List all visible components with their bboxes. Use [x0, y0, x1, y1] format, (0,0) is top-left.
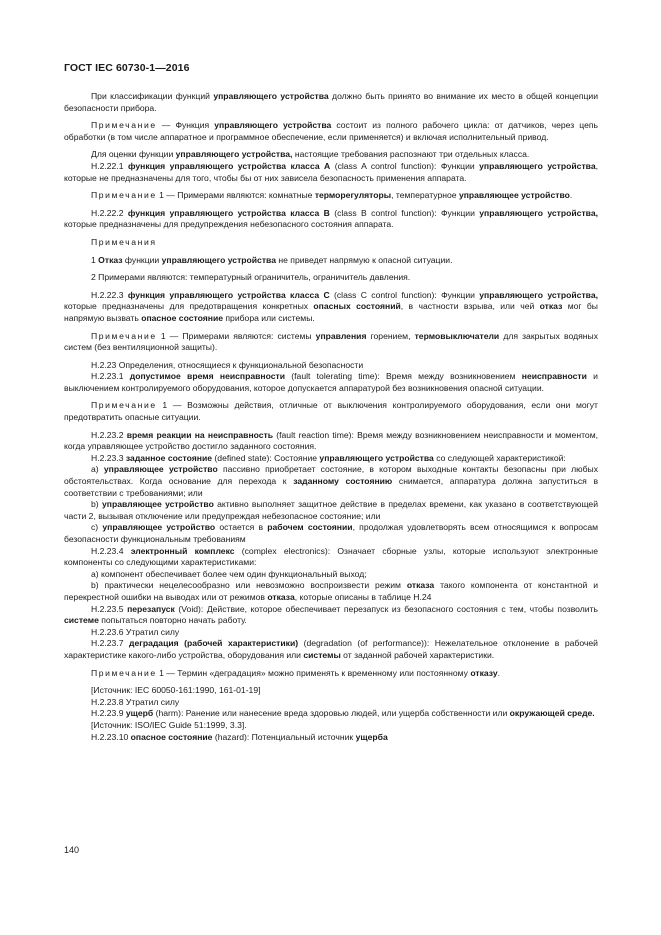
- paragraph: Примечание — Функция управляющего устройства состоит из полного рабочего цикла: от датчиков, через цепь обработки (в том числе аппаратное и программное обеспечение, если применяется) и включая исполнительный привод.: [64, 120, 598, 142]
- paragraph: b) практически нецелесообразно или невозможно воспроизвести режим отказа такого компонента от константной и перекрестной ошибки на выводах или от режимов отказа, которые описаны в таблице Н.24: [64, 580, 599, 602]
- paragraph: Н.2.23.4 электронный комплекс (complex electronics): Означает сборные узлы, которые используют электронные компоненты со следующими характеристиками:: [64, 545, 598, 568]
- paragraph: Примечание 1 — Примерами являются: комнатные терморегуляторы, температурное управляющее устройство.: [91, 190, 573, 201]
- paragraph: Н.2.23.1 допустимое время неисправности (fault tolerating time): Время между возникновением неисправности и выключением контролируемого оборудования, которое допускается аппаратурой без возникновения опасной ситуации.: [64, 371, 598, 393]
- paragraph: Н.2.22.1 функция управляющего устройства класса А (class A control function): Функции управляющего устройства, которые не предназначены для того, чтобы бы от них зависела безопасность применения аппарата.: [64, 160, 598, 183]
- paragraph: Н.2.23.10 опасное состояние (hazard): Потенциальный источник ущерба: [91, 731, 388, 742]
- paragraph: Примечания: [91, 236, 157, 247]
- paragraph: Н.2.22.3 функция управляющего устройства класса С (class C control function): Функции управляющего устройства, которые предназначены для предотвращения конкретных опасных состояний, в частности взрыва, или чей отказ мог бы напрямую вызвать опасное состояние прибора или системы.: [64, 289, 598, 323]
- paragraph: Н.2.23.8 Утратил силу: [91, 696, 180, 707]
- paragraph: Н.2.23.7 деградация (рабочей характеристики) (degradation (of performance)): Нежелательное отклонение в рабочей характеристике какого-либо устройства, оборудования или системы от заданной рабочей характеристики.: [64, 638, 598, 660]
- paragraph: а) управляющее устройство пассивно приобретает состояние, в котором выходные контакты безопасны при любых обстоятельствах. Когда основание для перехода к заданному состоянию снимается, аппаратура должна запуститься в соответствии с требованиями; или: [64, 464, 599, 498]
- paragraph: Н.2.23.6 Утратил силу: [91, 626, 180, 637]
- paragraph: Н.2.23.5 перезапуск (Void): Действие, которое обеспечивает перезапуск из безопасного состояния с тем, чтобы позволить системе попытаться повторно начать работу.: [64, 603, 598, 626]
- page-number: 140: [64, 845, 80, 855]
- paragraph: Примечание 1 — Возможны действия, отличные от выключения контролируемого оборудования, если они могут предотвратить опасные ситуации.: [64, 400, 598, 423]
- document-body: [64, 91, 598, 743]
- paragraph: а) компонент обеспечивает более чем один функциональный выход;: [91, 568, 367, 579]
- paragraph: 1 Отказ функции управляющего устройства не приведет напрямую к опасной ситуации.: [91, 254, 453, 265]
- paragraph: Н.2.22.2 функция управляющего устройства класса В (class B control function): Функции управляющего устройства, которые предназначены для предупреждения небезопасного состояния аппарата.: [64, 207, 599, 230]
- paragraph: Н.2.23 Определения, относящиеся к функциональной безопасности: [91, 359, 364, 370]
- paragraph: Примечание 1 — Примерами являются: системы управления горением, термовыключатели для закрытых водяных систем (без вентиляционной защиты).: [64, 330, 598, 353]
- paragraph: Н.2.23.9 ущерб (harm): Ранение или нанесение вреда здоровью людей, или ущерба собственности или окружающей среде.: [91, 708, 595, 719]
- paragraph: с) управляющее устройство остается в рабочем состоянии, продолжая удовлетворять всем относящимся к вопросам безопасности функциональным требованиям: [64, 522, 599, 544]
- paragraph: b) управляющее устройство активно выполняет защитное действие в пределах времени, как указано в соответствующей части 2, вызывая отключение или предупреждая небезопасное состояние; или: [64, 499, 599, 521]
- document-header: ГОСТ IEC 60730-1—2016: [64, 62, 190, 74]
- paragraph: Н.2.23.3 заданное состояние (defined state): Состояние управляющего устройства со следующей характеристикой:: [91, 452, 566, 463]
- paragraph: При классификации функций управляющего устройства должно быть принято во внимание их место в общей концепции безопасности прибора.: [64, 91, 599, 113]
- paragraph: 2 Примерами являются: температурный ограничитель, ограничитель давления.: [91, 272, 411, 283]
- paragraph: Для оценки функции управляющего устройства, настоящие требования распознают три отдельных класса.: [91, 149, 530, 160]
- paragraph: [Источник: IEC 60050-161:1990, 161-01-19]: [91, 685, 261, 696]
- paragraph: Примечание 1 — Термин «деградация» можно применять к временному или постоянному отказу.: [91, 667, 500, 678]
- paragraph: Н.2.23.2 время реакции на неисправность (fault reaction time): Время между возникновением неисправности и моментом, когда управляющее устройство достигло заданного состояния.: [64, 429, 598, 452]
- paragraph: [Источник: ISO/IEC Guide 51:1999, 3.3].: [91, 719, 247, 730]
